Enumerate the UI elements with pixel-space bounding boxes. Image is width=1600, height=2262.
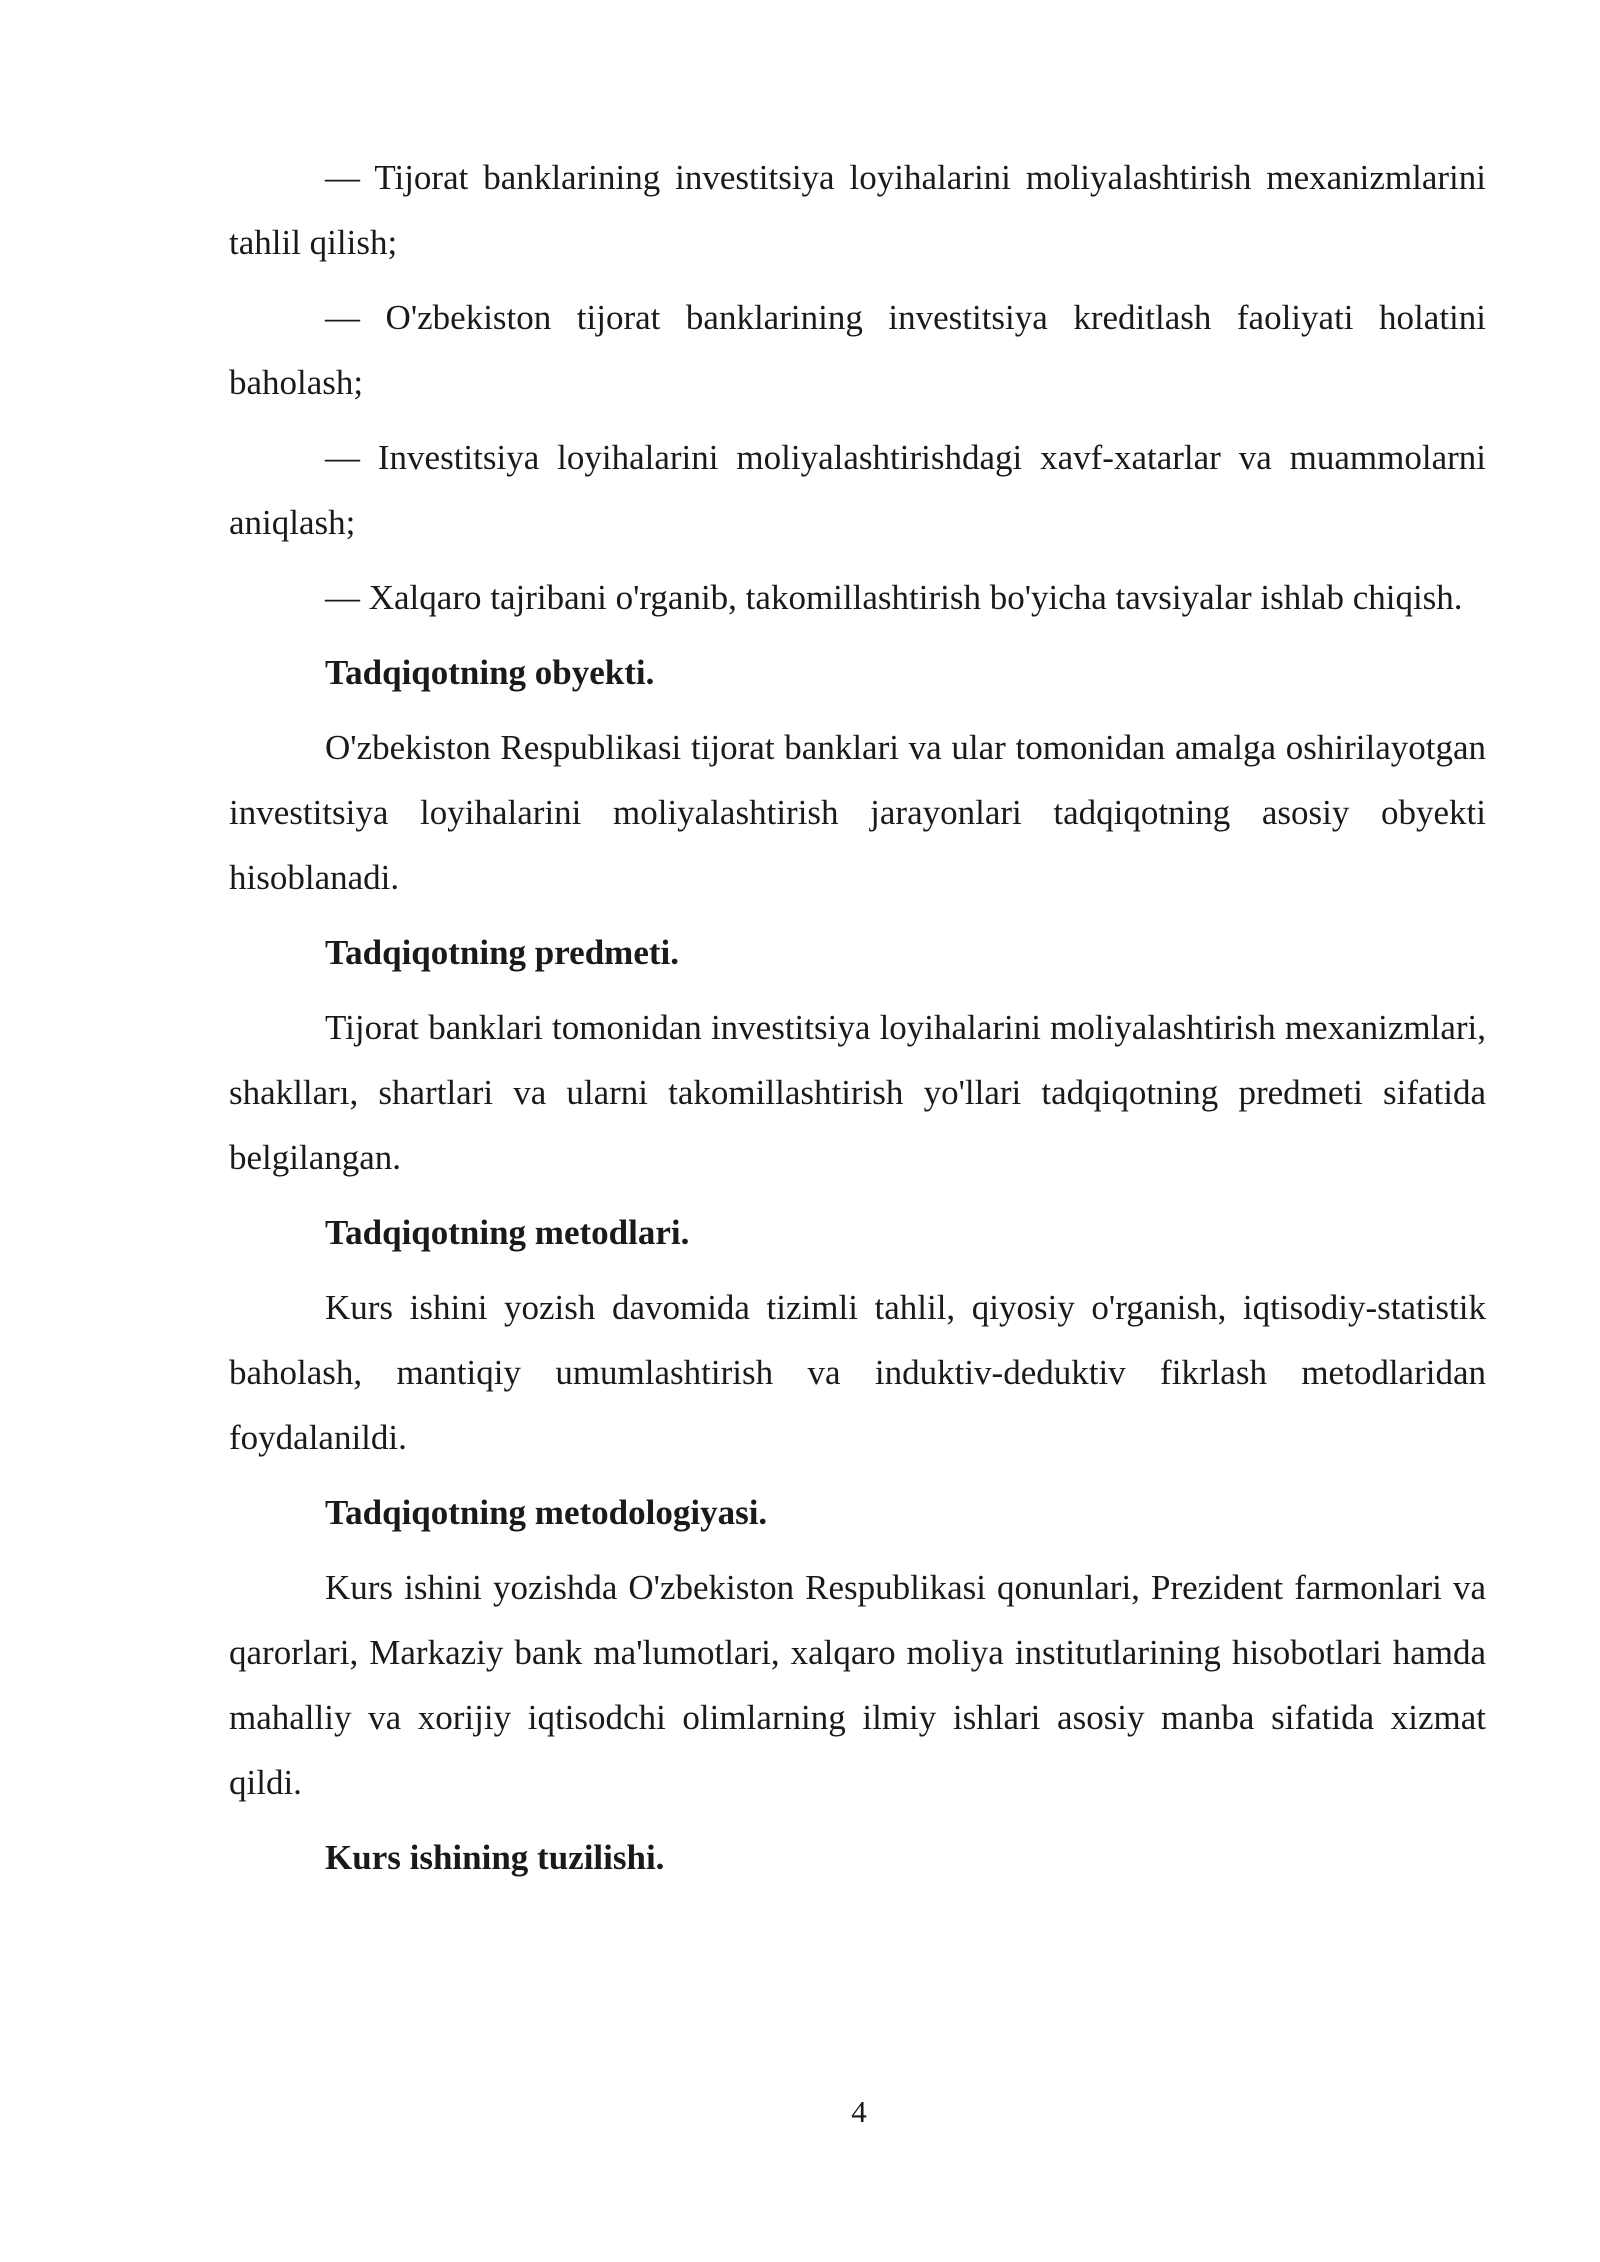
bullet-item: — Investitsiya loyihalarini moliyalashtirishdagi xavf-xatarlar va muammolarni aniqlash; [229,438,1486,542]
section-heading-methodology: Tadqiqotning metodologiyasi. [325,1493,768,1532]
document-page [229,145,1486,1900]
section-text-methodology: Kurs ishini yozishda O'zbekiston Respublikasi qonunlari, Prezident farmonlari va qarorlari, Markaziy bank ma'lumotlari, xalqaro moliya institutlarining hisobotlari hamda mahalliy va xorijiy iqtisodchi olimlarning ilmiy ishlari asosiy manba sifatida xizmat qildi. [229,1568,1486,1802]
section-text-methods: Kurs ishini yozish davomida tizimli tahlil, qiyosiy o'rganish, iqtisodiy-statistik baholash, mantiqiy umumlashtirish va induktiv-deduktiv fikrlash metodlaridan foydalanildi. [229,1288,1486,1457]
bullet-item: — O'zbekiston tijorat banklarining investitsiya kreditlash faoliyati holatini baholash; [229,298,1486,402]
bullet-item: — Tijorat banklarining investitsiya loyihalarini moliyalashtirish mexanizmlarini tahlil qilish; [229,158,1486,262]
section-heading-structure: Kurs ishining tuzilishi. [325,1838,665,1877]
section-heading-methods: Tadqiqotning metodlari. [325,1213,690,1252]
bullet-item: — Xalqaro tajribani o'rganib, takomillashtirish bo'yicha tavsiyalar ishlab chiqish. [325,578,1463,617]
section-heading-subject: Tadqiqotning predmeti. [325,933,679,972]
page-number: 4 [851,2094,867,2129]
section-text-object: O'zbekiston Respublikasi tijorat banklari va ular tomonidan amalga oshirilayotgan investitsiya loyihalarini moliyalashtirish jarayonlari tadqiqotning asosiy obyekti hisoblanadi. [229,728,1486,897]
section-heading-object: Tadqiqotning obyekti. [325,653,655,692]
section-text-subject: Tijorat banklari tomonidan investitsiya loyihalarini moliyalashtirish mexanizmlari, shaklları, shartlari va ularni takomillashtirish yo'llari tadqiqotning predmeti sifatida belgilangan. [229,1008,1486,1177]
